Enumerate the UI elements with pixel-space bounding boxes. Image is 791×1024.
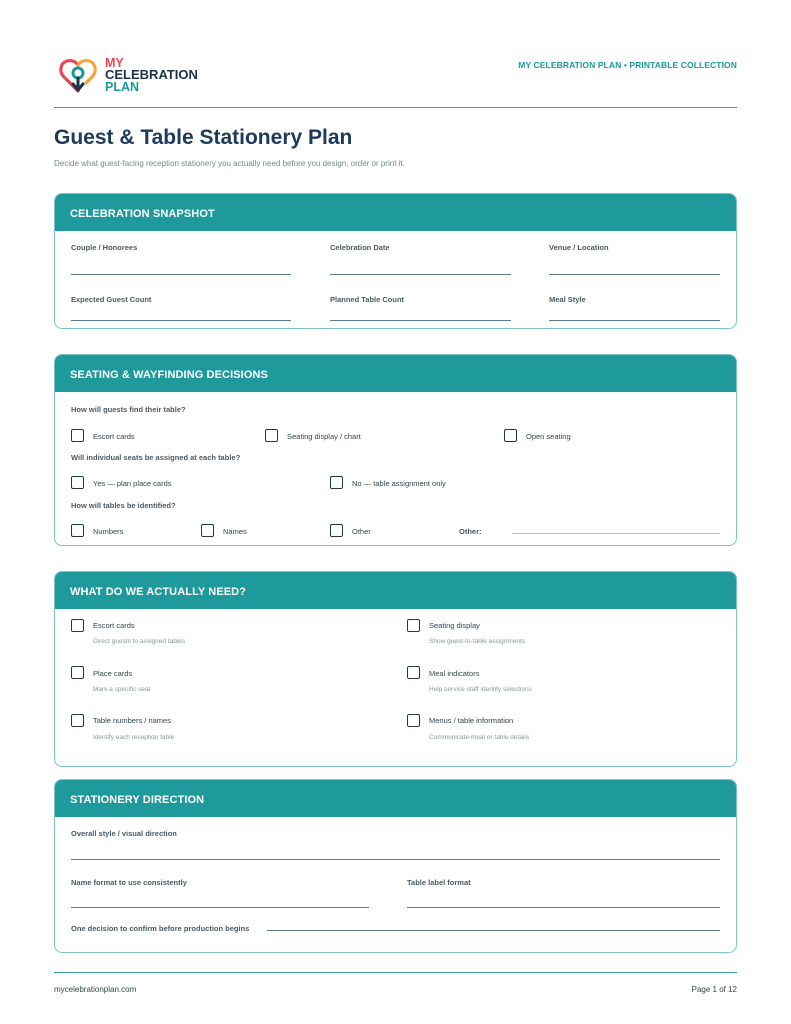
- snapshot-card: [54, 193, 737, 329]
- field-label-honorees: Couple / Honorees: [71, 243, 138, 252]
- header-divider: [54, 107, 737, 108]
- names-checkbox[interactable]: [201, 524, 214, 537]
- need-menus-checkbox[interactable]: [407, 714, 420, 727]
- table-label-format-field[interactable]: [407, 907, 720, 908]
- table-label-format-label: Table label format: [407, 878, 471, 887]
- names-option: Names: [223, 527, 247, 536]
- name-format-label: Name format to use consistently: [71, 878, 187, 887]
- footer-site: mycelebrationplan.com: [54, 985, 137, 994]
- other-checkbox[interactable]: [330, 524, 343, 537]
- need-table-numbers-checkbox[interactable]: [71, 714, 84, 727]
- page-subtitle: Decide what guest-facing reception stationery you actually need before you design, order or print it.: [54, 159, 405, 168]
- plan-place-cards-checkbox[interactable]: [71, 476, 84, 489]
- need-seating-display-checkbox[interactable]: [407, 619, 420, 632]
- field-label-meal-style: Meal Style: [549, 295, 586, 304]
- plan-place-cards-option: Yes — plan place cards: [93, 479, 172, 488]
- direction-card: [54, 779, 737, 953]
- name-format-field[interactable]: [71, 907, 369, 908]
- style-label: Overall style / visual direction: [71, 829, 177, 838]
- logo-word-my: MY: [105, 56, 124, 70]
- need-escort-cards-checkbox[interactable]: [71, 619, 84, 632]
- honorees-field[interactable]: [71, 274, 291, 275]
- table-count-field[interactable]: [330, 320, 511, 321]
- numbers-checkbox[interactable]: [71, 524, 84, 537]
- field-label-date: Celebration Date: [330, 243, 390, 252]
- question-find-table: How will guests find their table?: [71, 405, 186, 414]
- venue-field[interactable]: [549, 274, 720, 275]
- need-place-cards-label: Place cards: [93, 669, 133, 678]
- other-specify-field[interactable]: [512, 533, 720, 534]
- brand-logo: [58, 55, 208, 97]
- needs-card: [54, 571, 737, 767]
- field-label-table-count: Planned Table Count: [330, 295, 405, 304]
- need-seating-display-label: Seating display: [429, 621, 480, 630]
- question-assign-seats: Will individual seats be assigned at each table?: [71, 453, 241, 462]
- logo-word-plan: PLAN: [105, 80, 140, 94]
- need-escort-cards-label: Escort cards: [93, 621, 135, 630]
- open-seating-option: Open seating: [526, 432, 571, 441]
- need-menus-label: Menus / table information: [429, 716, 514, 725]
- field-label-venue: Venue / Location: [549, 243, 609, 252]
- guest-count-field[interactable]: [71, 320, 291, 321]
- confirm-decision-label: One decision to confirm before production begins: [71, 924, 250, 933]
- direction-heading: STATIONERY DIRECTION: [55, 780, 736, 817]
- footer-divider: [54, 972, 737, 973]
- field-label-guest-count: Expected Guest Count: [71, 295, 152, 304]
- seating-card: [54, 354, 737, 546]
- snapshot-heading: CELEBRATION SNAPSHOT: [55, 194, 736, 231]
- need-seating-display-desc: Show guest-to-table assignments: [429, 638, 526, 645]
- date-field[interactable]: [330, 274, 511, 275]
- escort-cards-option: Escort cards: [93, 432, 135, 441]
- need-place-cards-checkbox[interactable]: [71, 666, 84, 679]
- need-meal-indicators-desc: Help service staff identify selections: [429, 686, 532, 693]
- seating-display-option: Seating display / chart: [287, 432, 361, 441]
- style-field[interactable]: [71, 859, 720, 860]
- needs-heading: WHAT DO WE ACTUALLY NEED?: [55, 572, 736, 609]
- logo-heart-icon: [58, 55, 102, 97]
- need-table-numbers-label: Table numbers / names: [93, 716, 171, 725]
- page-title: Guest & Table Stationery Plan: [54, 126, 353, 149]
- other-specify-label: Other:: [459, 527, 482, 536]
- collection-label: MY CELEBRATION PLAN • PRINTABLE COLLECTION: [518, 60, 737, 70]
- need-menus-desc: Communicate meal or table details: [429, 734, 530, 741]
- logo-word-celebration: CELEBRATION: [105, 67, 198, 82]
- need-meal-indicators-checkbox[interactable]: [407, 666, 420, 679]
- escort-cards-checkbox[interactable]: [71, 429, 84, 442]
- other-option: Other: [352, 527, 371, 536]
- seating-display-checkbox[interactable]: [265, 429, 278, 442]
- need-meal-indicators-label: Meal indicators: [429, 669, 480, 678]
- numbers-option: Numbers: [93, 527, 124, 536]
- table-only-option: No — table assignment only: [352, 479, 446, 488]
- meal-style-field[interactable]: [549, 320, 720, 321]
- confirm-decision-field[interactable]: [267, 930, 720, 931]
- question-identify-tables: How will tables be identified?: [71, 501, 176, 510]
- open-seating-checkbox[interactable]: [504, 429, 517, 442]
- need-escort-cards-desc: Direct guests to assigned tables: [93, 638, 186, 645]
- page-number: Page 1 of 12: [691, 985, 737, 994]
- seating-heading: SEATING & WAYFINDING DECISIONS: [55, 355, 736, 392]
- need-table-numbers-desc: Identify each reception table: [93, 734, 175, 741]
- need-place-cards-desc: Mark a specific seat: [93, 686, 151, 693]
- table-only-checkbox[interactable]: [330, 476, 343, 489]
